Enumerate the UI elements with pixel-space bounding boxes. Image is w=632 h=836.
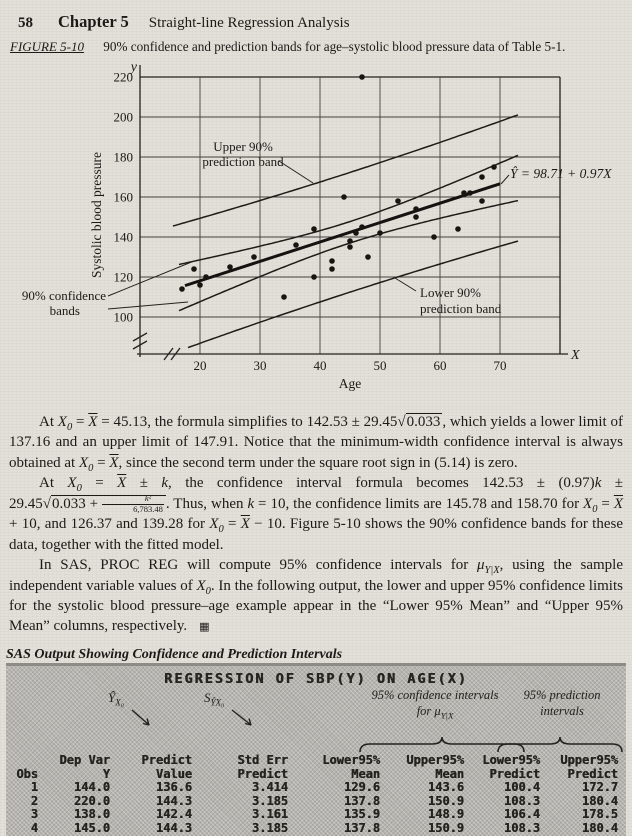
table-cell: 3	[30, 807, 38, 821]
paragraph-3-text: In SAS, PROC REG will compute 95% confidence intervals for $\mu_{Y|X}$, using the sample independent variable values of $X_0$. In the following output, the lower and upper 95% confidence limits for the systolic blood pressure–age example appear in the “Lower 95% Mean” and “Upper 95% Mean” columns, respectively.	[9, 557, 623, 635]
svg-text:Ŷ = 98.71 + 0.97X: Ŷ = 98.71 + 0.97X	[510, 166, 612, 181]
table-cell: 172.7	[581, 780, 618, 794]
table-cell: 180.4	[581, 820, 618, 835]
table-row	[8, 808, 624, 822]
table-cell: 108.3	[503, 820, 540, 835]
column-header: Predict	[141, 753, 192, 767]
column-header: Predict	[567, 766, 618, 781]
figure-label: FIGURE 5-10	[10, 39, 85, 54]
column-header: Mean	[351, 766, 380, 781]
column-header: Value	[155, 766, 192, 781]
svg-text:Lower 90%: Lower 90%	[420, 285, 482, 300]
section-end-icon: ▦	[199, 620, 210, 634]
svg-text:Age: Age	[338, 376, 362, 391]
table-header-row	[8, 768, 624, 782]
table-cell: 136.6	[155, 780, 192, 794]
column-header: Obs	[16, 766, 38, 781]
table-cell: 144.3	[155, 820, 192, 835]
column-header: Mean	[435, 766, 464, 781]
table-cell: 150.9	[427, 793, 464, 808]
svg-text:180: 180	[113, 149, 133, 165]
svg-text:70: 70	[493, 358, 507, 373]
svg-text:140: 140	[113, 229, 133, 245]
table-cell: 144.3	[155, 793, 192, 808]
svg-text:120: 120	[113, 269, 133, 285]
table-cell: 4	[30, 820, 38, 835]
svg-text:Systolic blood pressure: Systolic blood pressure	[89, 152, 104, 278]
table-cell: 138.0	[73, 807, 110, 821]
column-header: Predict	[489, 766, 540, 781]
table-row	[8, 781, 624, 795]
column-header: Std Err	[237, 753, 288, 767]
table-cell: 180.4	[581, 793, 618, 808]
svg-text:prediction band: prediction band	[420, 301, 502, 316]
figure-caption-text: 90% confidence and prediction bands for age–systolic blood pressure data of Table 5-1.	[103, 39, 566, 54]
table-cell: 137.8	[343, 793, 380, 808]
table-cell: 3.161	[251, 807, 288, 821]
table-cell: 2	[30, 793, 38, 808]
table-cell: 108.3	[503, 793, 540, 808]
svg-text:y: y	[130, 60, 137, 75]
table-cell: 145.0	[73, 820, 110, 835]
svg-text:220: 220	[113, 69, 133, 85]
sas-output-heading: SAS Output Showing Confidence and Prediction Intervals	[6, 646, 343, 662]
yhat-annotation: $Ŷ_{X_0}$	[108, 690, 124, 708]
table-cell: 129.6	[343, 780, 380, 794]
sas-output-table	[8, 754, 624, 835]
svg-text:160: 160	[113, 189, 133, 205]
column-header	[8, 754, 44, 768]
table-cell: 144.0	[73, 780, 110, 794]
page-header	[0, 0, 632, 32]
column-header: Upper95%	[406, 753, 464, 767]
table-cell: 1	[30, 780, 38, 794]
column-header: Y	[102, 766, 110, 781]
column-header: Upper95%	[560, 753, 618, 767]
table-cell: 3.185	[251, 820, 288, 835]
prediction-interval-annotation: 95% prediction intervals	[523, 688, 601, 718]
table-row	[8, 822, 624, 836]
table-cell: 137.8	[343, 820, 380, 835]
table-cell: 143.6	[427, 780, 464, 794]
svg-text:20: 20	[193, 358, 207, 373]
sas-output-title: REGRESSION OF SBP(Y) ON AGE(X)	[164, 671, 468, 687]
column-header: Predict	[237, 766, 288, 781]
table-cell: 148.9	[427, 807, 464, 821]
svg-text:90% confidence: 90% confidence	[21, 288, 106, 303]
column-header: Lower95%	[322, 753, 380, 767]
chapter-title: Straight-line Regression Analysis	[148, 15, 350, 31]
table-cell: 3.414	[251, 780, 288, 794]
table-cell: 220.0	[73, 793, 110, 808]
paragraph-3	[9, 555, 623, 638]
svg-text:100: 100	[113, 309, 133, 325]
table-cell: 142.4	[155, 807, 192, 821]
svg-text:60: 60	[433, 358, 447, 373]
table-cell: 3.185	[251, 793, 288, 808]
body-text	[9, 412, 623, 638]
chapter-label: Chapter 5	[58, 12, 129, 31]
paragraph-1: At $X_0 = \overline{X} = 45.13$, the formula simplifies to 142.53 ± 29.45√0.033 , which yields a lower limit of 137.16 and an upper limit of 147.91. Notice that the minimum-width confidence interval is always obtained at $X_0 = \overline{X}$, since the second term under the square root sign in (5.14) is zero.	[9, 414, 623, 474]
svg-text:40: 40	[313, 358, 327, 373]
svg-text:200: 200	[113, 109, 133, 125]
confidence-interval-annotation: 95% confidence intervals for $\mu_{Y|X}$	[371, 688, 499, 721]
svg-text:X: X	[571, 348, 580, 363]
column-header: Dep Var	[59, 753, 110, 767]
column-header: Lower95%	[482, 753, 540, 767]
stderr-annotation: $S_{ŶX_0}$	[204, 690, 225, 708]
page-number: 58	[18, 15, 33, 31]
table-row	[8, 795, 624, 809]
table-cell: 150.9	[427, 820, 464, 835]
svg-text:50: 50	[373, 358, 387, 373]
table-cell: 135.9	[343, 807, 380, 821]
svg-text:Upper 90%: Upper 90%	[213, 139, 273, 154]
table-header-row	[8, 754, 624, 768]
figure-chart	[0, 57, 632, 399]
svg-text:bands: bands	[49, 303, 80, 318]
paragraph-2: At $X_0 = \overline{X} \pm k$, the confidence interval formula becomes 142.53 ± (0.97)k ± 29.45√0.033 + $\frac{\text{k²}}{6,783.48}$ . Thus, when k = 10, the confidence limits are 145.78 and 158.70 for $X_0 = \overline{X} + 10$, and 126.37 and 139.28 for $X_0 = \overline{X} - 10$. Figure 5-10 shows the 90% confidence bands for these data, together with the fitted model.	[9, 475, 624, 553]
table-cell: 100.4	[503, 780, 540, 794]
svg-text:prediction band: prediction band	[202, 154, 284, 169]
figure-caption	[10, 39, 632, 55]
table-cell: 178.5	[581, 807, 618, 821]
table-cell: 106.4	[503, 807, 540, 821]
svg-text:30: 30	[253, 358, 267, 373]
sas-output-box	[6, 663, 626, 836]
